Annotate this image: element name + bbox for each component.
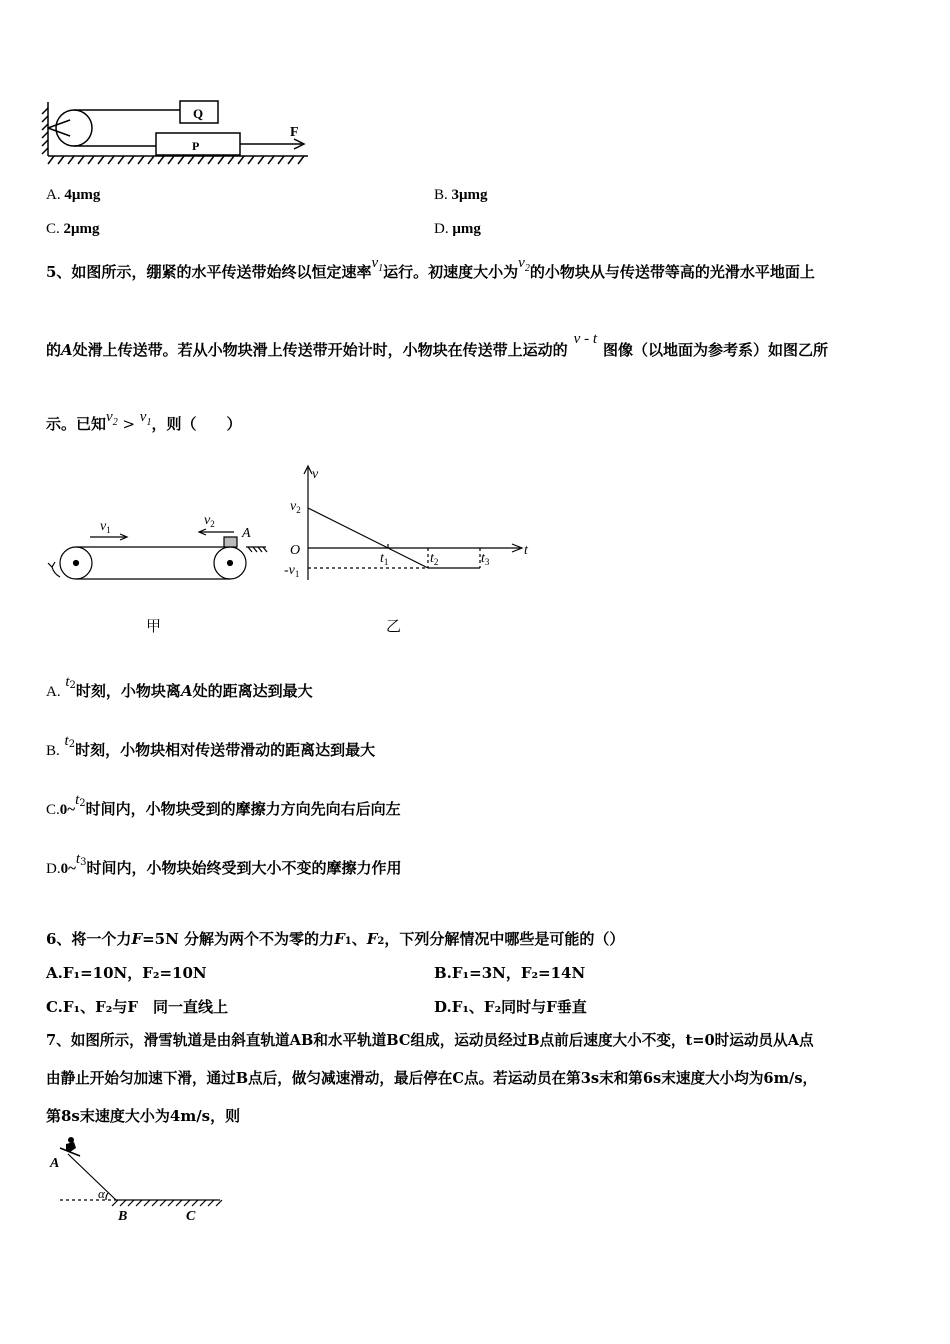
point-c-label: C — [186, 1209, 196, 1224]
origin-label: O — [290, 543, 301, 558]
q4-option-a[interactable]: A. 4μmg — [46, 187, 101, 203]
neg-v1-tick-label: $-v_1$ — [284, 563, 300, 579]
q7-stem-line1: 7、如图所示，滑雪轨道是由斜直轨道AB和水平轨道BC组成，运动员经过B点前后速度大小不变，t=0时运动员从A点 — [46, 1032, 814, 1049]
t1-tick-label: $t_1$ — [380, 551, 389, 567]
vt-graph-figure — [280, 462, 535, 592]
q4-option-d[interactable]: D. μmg — [434, 221, 481, 237]
q5-stem-line2: 的A处滑上传送带。若从小物块滑上传送带开始计时，小物块在传送带上运动的v - t图像（以地面为参考系）如图乙所 — [46, 331, 829, 359]
q6-option-c[interactable]: C.F₁、F₂与F 同一直线上 — [46, 998, 228, 1016]
q5-option-c[interactable]: $C.0\sim t^2$时间内，小物块受到的摩擦力方向先向右后向左 — [46, 792, 401, 818]
q7-stem-line2: 由静止开始匀加速下滑，通过B点后，做匀减速滑动，最后停在C点。若运动员在第3s末和第6s末速度大小均为6m/s， — [46, 1070, 818, 1087]
force-f-label: F — [290, 125, 299, 140]
belt-v1-label: $v_1$ — [100, 519, 111, 535]
q6-option-a[interactable]: A.F₁=10N，F₂=10N — [46, 964, 207, 982]
t2-tick-label: $t_2$ — [430, 551, 439, 567]
conveyor-belt-figure — [38, 505, 278, 600]
figure-jia-caption: 甲 — [146, 617, 162, 635]
q5-stem-line3: 示。已知$v_2 > v_1$，则（ ） — [46, 409, 242, 433]
q5-stem-line1: 5、如图所示，绷紧的水平传送带始终以恒定速率$v_1$运行。初速度大小为$v_2$的小物块从与传送带等高的光滑水平地面上 — [46, 255, 815, 281]
angle-alpha-label: α — [98, 1186, 105, 1201]
q5-option-a[interactable]: A. $t^2$时刻，小物块离A处的距离达到最大 — [46, 674, 313, 700]
figure-yi-caption: 乙 — [386, 617, 402, 635]
q7-stem-line3: 第8s末速度大小为4m/s，则 — [46, 1107, 241, 1125]
skier-icon — [60, 1137, 80, 1156]
q6-option-d[interactable]: D.F₁、F₂同时与F垂直 — [434, 998, 587, 1016]
q5-option-d[interactable]: $D.0\sim t^3$时间内，小物块始终受到大小不变的摩擦力作用 — [46, 851, 402, 877]
q4-option-b[interactable]: B. 3μmg — [434, 187, 488, 203]
block-p-label: P — [192, 139, 200, 153]
pulley-figure — [40, 98, 320, 168]
q5-option-b[interactable]: B. $t^2$时刻，小物块相对传送带滑动的距离达到最大 — [46, 733, 376, 759]
block-q-label: Q — [193, 106, 204, 121]
q6-stem: 6、将一个力F=5N 分解为两个不为零的力F1、F2，下列分解情况中哪些是可能的（） — [46, 930, 625, 948]
block-v2-label: $v_2$ — [204, 513, 215, 529]
axis-v-label: v — [312, 467, 319, 482]
point-a-label: A — [242, 526, 251, 541]
point-b-label: B — [118, 1209, 128, 1224]
ski-slope-figure — [46, 1134, 226, 1226]
point-a-label: A — [50, 1156, 60, 1171]
t3-tick-label: $t_3$ — [481, 551, 490, 567]
q4-option-c[interactable]: C. 2μmg — [46, 221, 100, 237]
axis-t-label: t — [524, 543, 528, 558]
v2-tick-label: $v_2$ — [290, 499, 301, 515]
q6-option-b[interactable]: B.F₁=3N，F₂=14N — [434, 964, 586, 982]
